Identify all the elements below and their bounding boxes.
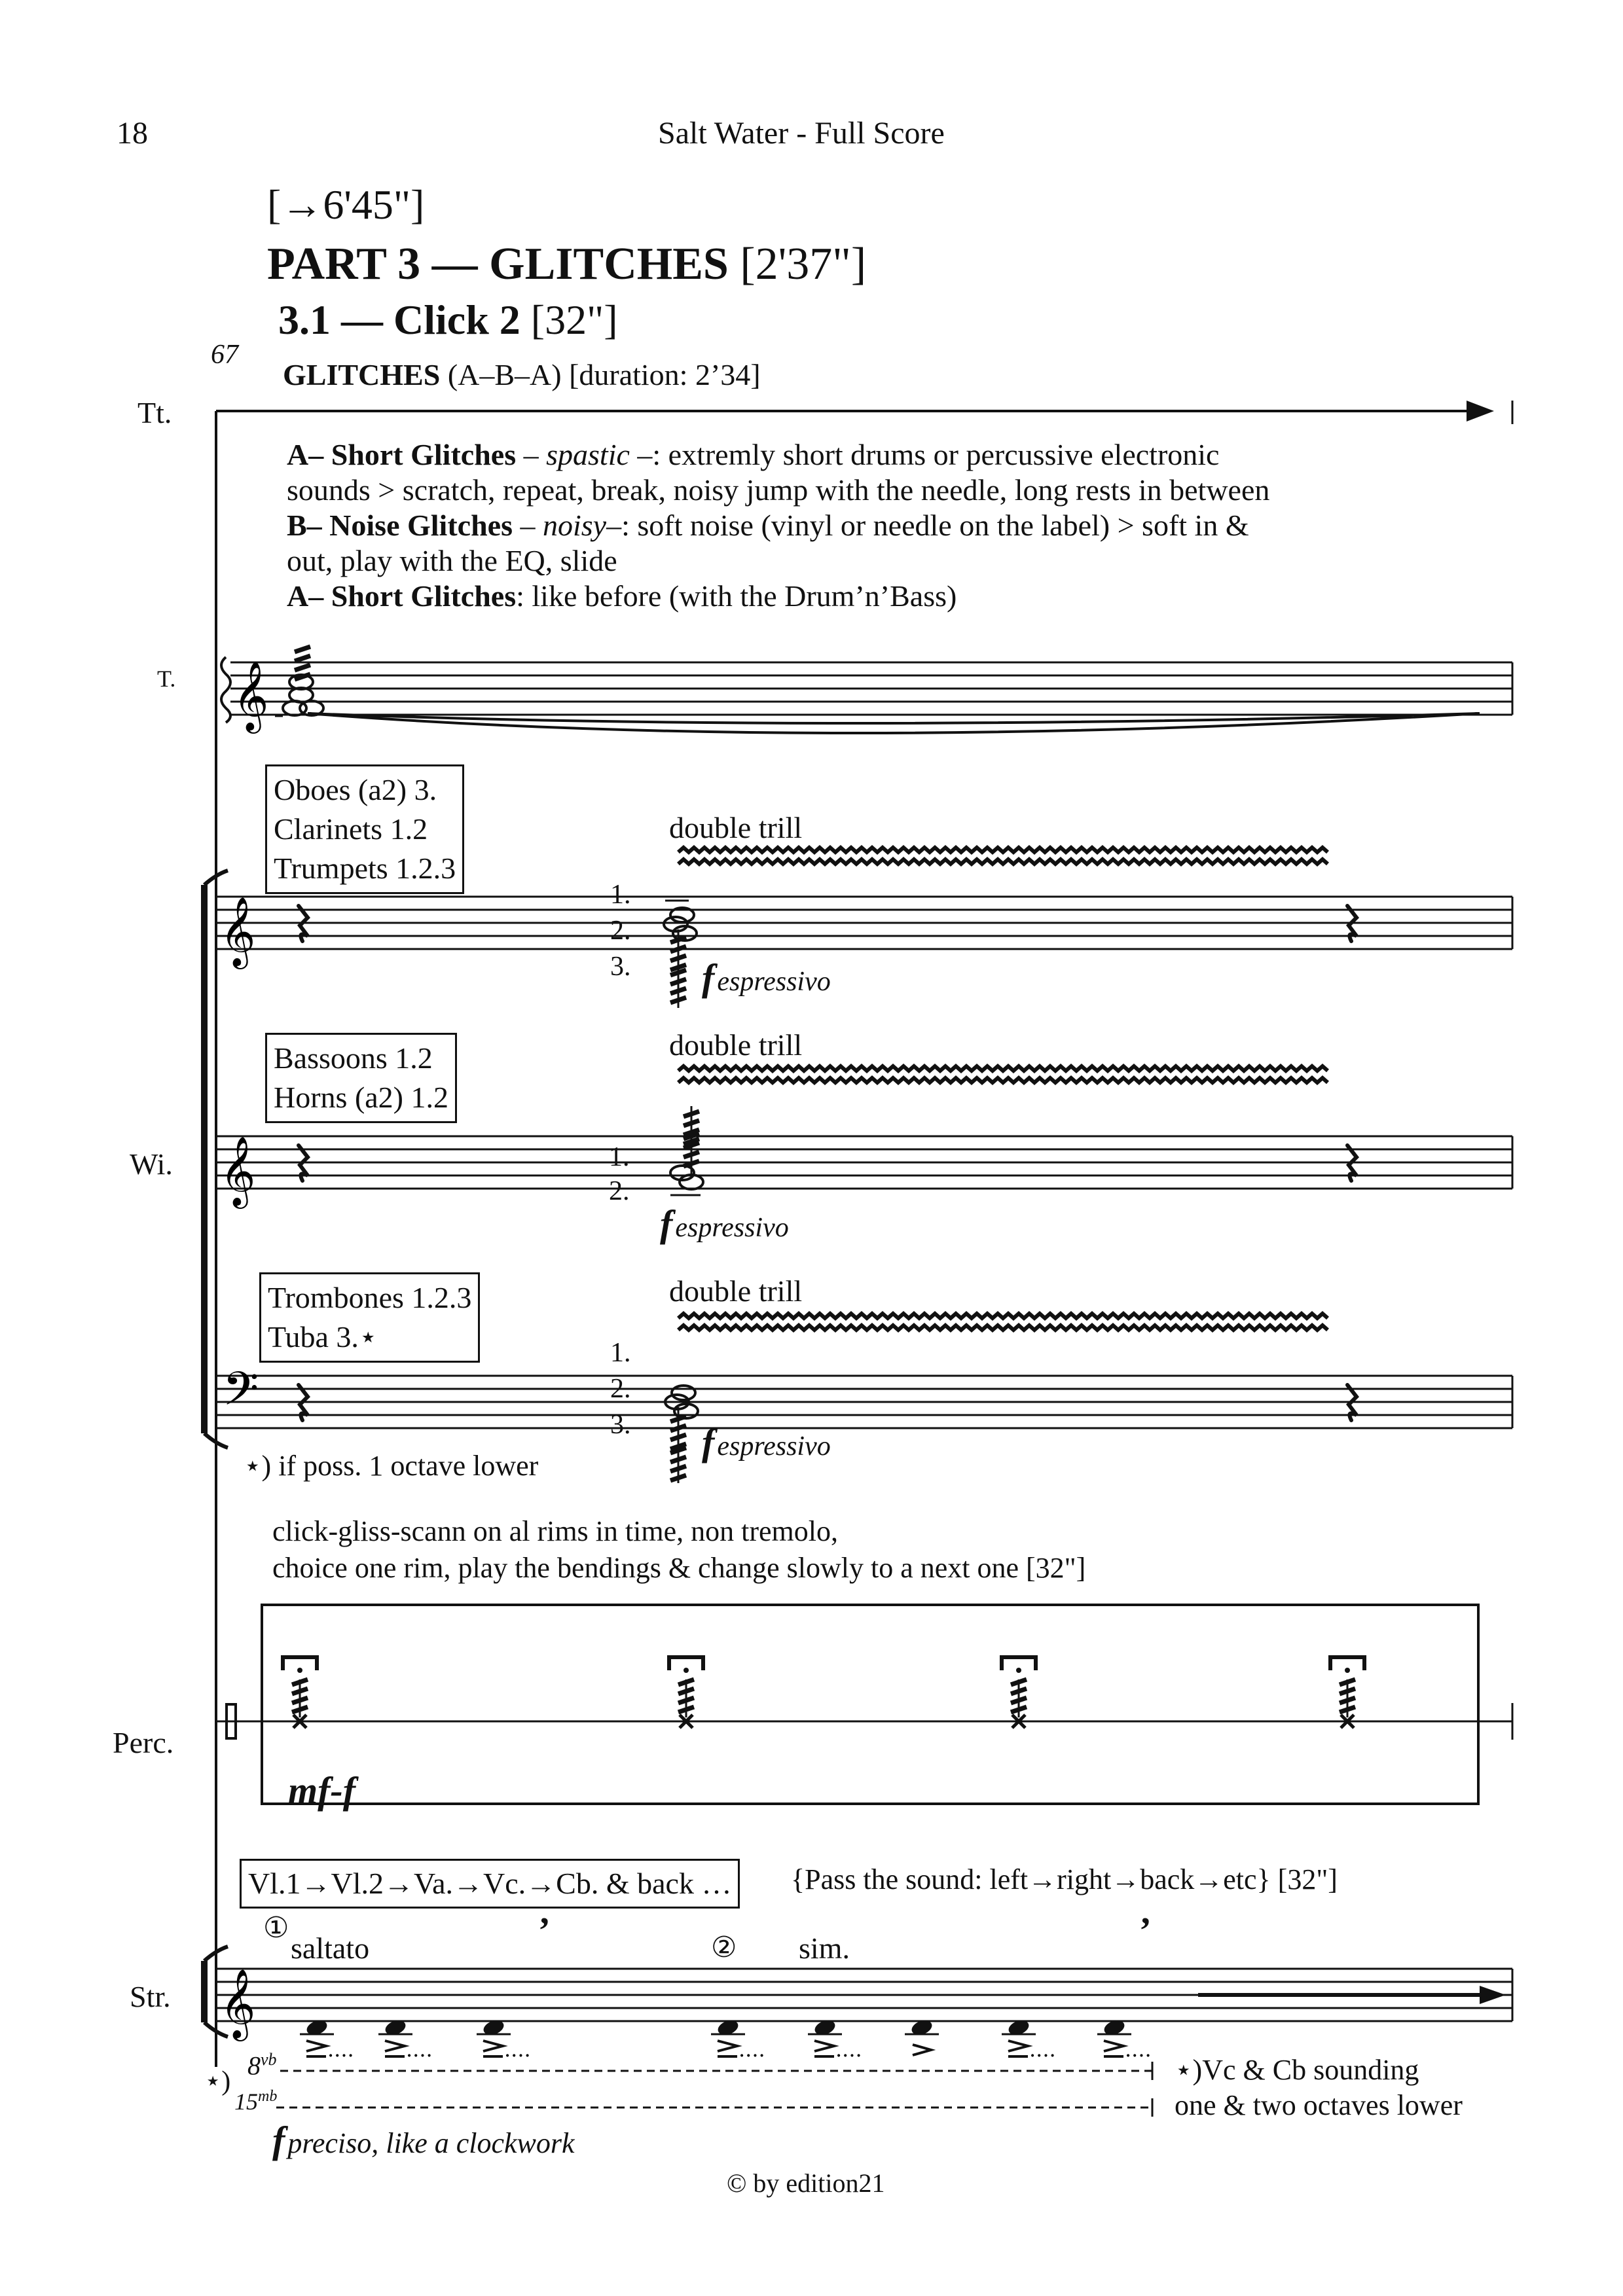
- group1-line2: Clarinets 1.2: [274, 812, 428, 846]
- strings-note: [808, 2018, 862, 2062]
- trill-line: [678, 859, 1328, 864]
- label-strings: Str.: [130, 1980, 171, 2013]
- trill-line: [678, 1314, 1328, 1318]
- strings-pass-text: {Pass the sound: left→right→back→etc} [32"]: [791, 1863, 1338, 1895]
- group1-line3: Trumpets 1.2.3: [274, 852, 456, 885]
- svg-text:....: ....: [327, 2037, 354, 2062]
- winds-staff-3: [216, 1376, 1512, 1428]
- strings-note: [711, 2018, 765, 2062]
- sub-title: 3.1 — Click 2: [278, 296, 520, 343]
- percussion-note: [1330, 1657, 1364, 1728]
- winds-staff-1: [216, 897, 1512, 949]
- b-text-1: –: soft noise (vinyl or needle on the label) > soft in &: [606, 509, 1249, 542]
- glitch-instructions: A– Short Glitches – spastic –: extremly short drums or percussive electronic sounds > scratch, repeat, break, noisy jump with the needle, long rests in between B– Noise Glitches – noisy–: soft noise (vinyl or needle on the label) > soft in & out, play with the EQ, slide A– Short Glitches: like before (with the Drum’n’Bass): [287, 438, 1270, 613]
- page-number: 18: [117, 116, 148, 151]
- group2-line2: Horns (a2) 1.2: [274, 1081, 448, 1114]
- b-title: B– Noise Glitches: [287, 509, 513, 542]
- sub-duration: [32"]: [530, 296, 618, 343]
- percussion-dynamic: mf-f: [288, 1769, 356, 1812]
- breath-mark-1: ’: [538, 1910, 551, 1951]
- voice: 1.: [610, 880, 631, 910]
- strings-note: [905, 2018, 939, 2055]
- a-text-2: sounds > scratch, repeat, break, noisy jump with the needle, long rests in between: [287, 473, 1270, 507]
- treble-clef-icon: 𝄞: [233, 660, 269, 730]
- strings-note-2: one & two octaves lower: [1175, 2089, 1463, 2121]
- svg-text:....: ....: [1029, 2037, 1056, 2062]
- svg-text:....: ....: [835, 2037, 862, 2062]
- svg-text:....: ....: [504, 2037, 531, 2062]
- voice: 1.: [610, 1338, 631, 1368]
- winds-dynamic-1: f espressivo: [702, 956, 831, 999]
- voice: 1.: [609, 1142, 630, 1172]
- winds-dynamic-3: f espressivo: [702, 1421, 831, 1463]
- percussion-notes: [283, 1657, 1364, 1728]
- strings-note: [1002, 2018, 1056, 2062]
- a-style: spastic: [546, 438, 630, 471]
- strings-note: [300, 2018, 354, 2062]
- strings-sim: sim.: [799, 1931, 850, 1965]
- trill-label-2: double trill: [669, 1028, 803, 1062]
- svg-text:....: ....: [406, 2037, 433, 2062]
- perc-instruction-2: choice one rim, play the bendings & change slowly to a next one [32"]: [272, 1552, 1086, 1584]
- voice: 2.: [610, 1374, 631, 1404]
- percussion-note: [1002, 1657, 1036, 1728]
- group3-line1: Trombones 1.2.3: [268, 1281, 472, 1314]
- voice: 2.: [610, 916, 631, 946]
- octave-8: $8^{vb}$: [247, 2050, 277, 2081]
- strings-saltato: saltato: [291, 1931, 370, 1965]
- percussion-staff: [216, 1703, 1512, 1740]
- arpeggio-icon: [221, 657, 230, 723]
- octave-15: $15^{mb}$: [234, 2088, 278, 2115]
- trill-line: [678, 1066, 1328, 1071]
- time-marker: [→6'45"]: [267, 181, 425, 228]
- treble-clef-icon: 𝄞: [220, 1968, 256, 2038]
- arrow-icon: [1480, 1986, 1506, 2004]
- voice: 3.: [610, 952, 631, 982]
- strings-circle-2: ②: [711, 1931, 737, 1964]
- a-title: A– Short Glitches: [287, 438, 517, 471]
- measure-number: 67: [211, 340, 238, 370]
- percussion-box: [262, 1605, 1478, 1804]
- a2-text: : like before (with the Drum’n’Bass): [516, 579, 957, 613]
- winds-dynamic-2: f espressivo: [660, 1202, 789, 1245]
- glitches-form: (A–B–A) [duration: 2’34]: [447, 358, 761, 391]
- turntable-line: [216, 401, 1494, 422]
- trill-line: [678, 1078, 1328, 1083]
- treble-clef-icon: 𝄞: [220, 896, 256, 966]
- strings-dynamic: f preciso, like a clockwork: [272, 2119, 575, 2161]
- strings-order-box: Vl.1→Vl.2→Va.→Vc.→Cb. & back …: [240, 1859, 740, 1909]
- running-title: Salt Water - Full Score: [658, 116, 945, 151]
- percussion-note: [283, 1657, 317, 1728]
- strings-circle-1: ①: [263, 1912, 289, 1944]
- group1-line1: Oboes (a2) 3.: [274, 773, 437, 806]
- group3-line2: Tuba 3.⋆: [268, 1320, 378, 1354]
- glitches-heading: GLITCHES: [283, 358, 441, 391]
- label-winds: Wi.: [130, 1147, 173, 1181]
- a2-title: A– Short Glitches: [287, 579, 517, 613]
- trill-line: [678, 848, 1328, 852]
- breath-mark-2: ’: [1139, 1910, 1152, 1951]
- trill-label-1: double trill: [669, 811, 803, 844]
- group2-line1: Bassoons 1.2: [274, 1041, 433, 1075]
- b-text-2: out, play with the EQ, slide: [287, 544, 617, 577]
- voice: 2.: [609, 1176, 630, 1206]
- strings-notes: [300, 2018, 1152, 2062]
- strings-note: [1097, 2018, 1152, 2062]
- strings-star: ⋆): [204, 2066, 231, 2096]
- bass-clef-icon: 𝄢: [223, 1362, 259, 1427]
- label-turntable-small: T.: [157, 666, 176, 692]
- strings-note: [477, 2018, 531, 2062]
- voice: 3.: [610, 1410, 631, 1440]
- part-duration: [2'37"]: [740, 239, 867, 289]
- tie-icon: [308, 713, 1480, 733]
- treble-clef-icon: 𝄞: [220, 1136, 256, 1206]
- strings-note-1: ⋆)Vc & Cb sounding: [1175, 2054, 1419, 2086]
- label-percussion: Perc.: [113, 1726, 174, 1759]
- trill-label-3: double trill: [669, 1274, 803, 1308]
- copyright: © by edition21: [727, 2168, 885, 2198]
- winds-staff-2: [216, 1136, 1512, 1189]
- part-title: PART 3 — GLITCHES: [267, 239, 729, 289]
- b-style: noisy: [542, 509, 607, 542]
- percussion-note: [669, 1657, 703, 1728]
- perc-instruction-1: click-gliss-scann on al rims in time, non tremolo,: [272, 1515, 838, 1547]
- turntable-staff: [230, 662, 1512, 715]
- svg-text:....: ....: [1125, 2037, 1152, 2062]
- trill-zigzags: [678, 848, 1328, 1330]
- label-turntable: Tt.: [137, 396, 172, 429]
- winds-footnote: ⋆) if poss. 1 octave lower: [244, 1450, 539, 1482]
- trill-line: [678, 1325, 1328, 1330]
- a-text-1: –: extremly short drums or percussive electronic: [637, 438, 1220, 471]
- svg-text:....: ....: [739, 2037, 765, 2062]
- strings-note: [378, 2018, 433, 2062]
